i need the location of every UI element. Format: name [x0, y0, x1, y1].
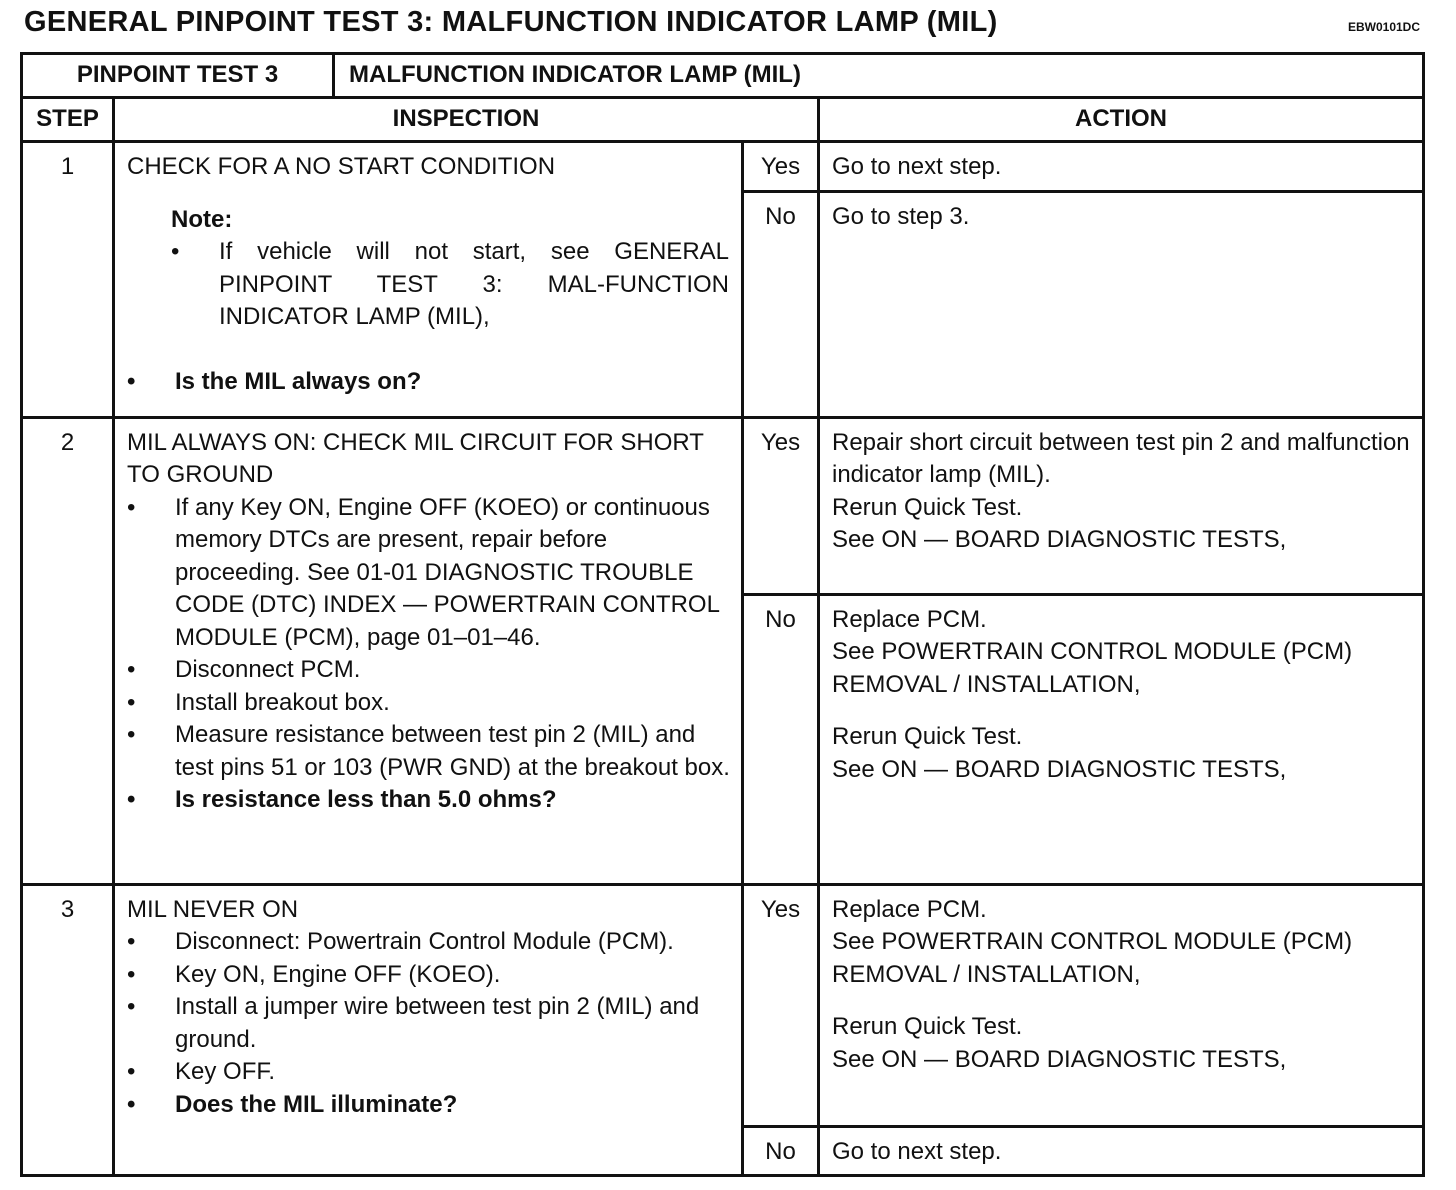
step-2-no-action — [819, 594, 1424, 884]
action-line: Replace PCM. — [832, 895, 987, 923]
action-line: Rerun Quick Test. — [832, 723, 1023, 750]
bullet-icon: • — [127, 960, 136, 988]
step-3-no-label: No — [743, 1126, 819, 1176]
step-2-yes-action — [819, 417, 1424, 594]
step-2-yes-label: Yes — [743, 417, 819, 594]
inspection-header: INSPECTION — [114, 98, 819, 142]
step-3-yes-label: Yes — [743, 884, 819, 1126]
step-header: STEP — [22, 98, 114, 142]
action-line: See ON — BOARD DIAGNOSTIC TESTS, — [832, 526, 1287, 553]
bullet-icon: • — [127, 1090, 136, 1118]
step-2-bullet — [127, 492, 731, 655]
action-line: See POWERTRAIN CONTROL MODULE (PCM) REMOVAL / INSTALLATION, — [832, 928, 1353, 988]
step-2-inspection — [114, 417, 743, 884]
bullet-icon: • — [127, 688, 136, 716]
action-line: Rerun Quick Test. — [832, 1013, 1023, 1040]
bullet-icon: • — [127, 928, 136, 955]
step-1-row — [22, 142, 1424, 192]
column-header-row — [22, 98, 1424, 142]
step-1-note-label: Note: — [171, 205, 233, 233]
step-3-question — [127, 1089, 731, 1122]
step-2-bullet — [127, 654, 731, 687]
step-3-inspection — [114, 884, 743, 1176]
step-2-bullet-text: If any Key ON, Engine OFF (KOEO) or continuous memory DTCs are present, repair before proceeding. See 01-01 DIAGNOSTIC TROUBLE CODE (DTC) INDEX — POWERTRAIN CONTROL MODULE (PCM), page 01–01–46. — [175, 493, 720, 651]
step-1-yes-action: Go to next step. — [819, 142, 1424, 192]
step-2-bullet — [127, 687, 731, 720]
step-2-question — [127, 784, 731, 817]
step-2-no-label: No — [743, 594, 819, 884]
step-1-note-text: If vehicle will not start, see GENERAL PINPOINT TEST 3: MAL-FUNCTION INDICATOR LAMP (MIL), — [219, 238, 729, 330]
step-3-bullet — [127, 991, 731, 1056]
step-1-heading: CHECK FOR A NO START CONDITION — [127, 153, 556, 180]
step-2-heading: MIL ALWAYS ON: CHECK MIL CIRCUIT FOR SHORT TO GROUND — [127, 428, 704, 488]
step-3-heading: MIL NEVER ON — [127, 895, 299, 923]
step-1-no-label: No — [743, 191, 819, 417]
step-1-number: 1 — [22, 142, 114, 418]
bullet-icon: • — [127, 993, 136, 1020]
action-header: ACTION — [819, 98, 1424, 142]
step-1-note — [171, 236, 731, 334]
action-line: Repair short circuit between test pin 2 and malfunction indicator lamp (MIL). — [832, 428, 1410, 488]
step-3-row — [22, 884, 1424, 1126]
action-line: Replace PCM. — [832, 605, 987, 633]
step-3-no-action: Go to next step. — [819, 1126, 1424, 1176]
pinpoint-test-table — [20, 52, 1425, 1177]
step-3-bullet — [127, 959, 731, 992]
pinpoint-header-row — [22, 54, 1424, 98]
bullet-icon: • — [171, 238, 180, 265]
action-line: See ON — BOARD DIAGNOSTIC TESTS, — [832, 755, 1287, 783]
bullet-icon: • — [127, 786, 136, 813]
step-3-question-text: Does the MIL illuminate? — [175, 1090, 458, 1118]
bullet-icon: • — [127, 367, 136, 395]
step-2-bullet-text: Disconnect PCM. — [175, 656, 361, 683]
step-3-bullet-text: Key OFF. — [175, 1058, 276, 1085]
step-2-question-text: Is resistance less than 5.0 ohms? — [175, 786, 557, 813]
page-title: GENERAL PINPOINT TEST 3: MALFUNCTION INDICATOR LAMP (MIL) — [24, 6, 998, 38]
step-1-question — [127, 366, 731, 399]
step-3-bullet-text: Install a jumper wire between test pin 2 (MIL) and ground. — [175, 993, 700, 1053]
step-1-question-text: Is the MIL always on? — [175, 367, 422, 395]
step-2-bullet-text: Measure resistance between test pin 2 (MIL) and test pins 51 or 103 (PWR GND) at the breakout box. — [175, 721, 730, 781]
action-line: See POWERTRAIN CONTROL MODULE (PCM) REMOVAL / INSTALLATION, — [832, 638, 1353, 698]
step-2-bullet-text: Install breakout box. — [175, 688, 390, 716]
action-line: Rerun Quick Test. — [832, 493, 1023, 521]
step-3-yes-action — [819, 884, 1424, 1126]
action-line: See ON — BOARD DIAGNOSTIC TESTS, — [832, 1045, 1287, 1073]
step-3-bullet-text: Disconnect: Powertrain Control Module (PCM). — [175, 928, 674, 955]
step-1-inspection — [114, 142, 743, 418]
step-3-bullet-text: Key ON, Engine OFF (KOEO). — [175, 960, 501, 988]
pinpoint-name: MALFUNCTION INDICATOR LAMP (MIL) — [334, 54, 1424, 98]
step-2-row — [22, 417, 1424, 594]
step-2-number: 2 — [22, 417, 114, 884]
document-code: EBW0101DC — [1347, 20, 1420, 34]
pinpoint-label: PINPOINT TEST 3 — [22, 54, 334, 98]
step-3-bullet — [127, 926, 731, 959]
bullet-icon: • — [127, 493, 136, 521]
step-1-no-action: Go to step 3. — [819, 191, 1424, 417]
step-1-yes-label: Yes — [743, 142, 819, 192]
bullet-icon: • — [127, 721, 136, 748]
step-3-number: 3 — [22, 884, 114, 1176]
step-3-bullet — [127, 1056, 731, 1089]
bullet-icon: • — [127, 1058, 136, 1085]
step-2-bullet — [127, 719, 731, 784]
bullet-icon: • — [127, 656, 136, 683]
